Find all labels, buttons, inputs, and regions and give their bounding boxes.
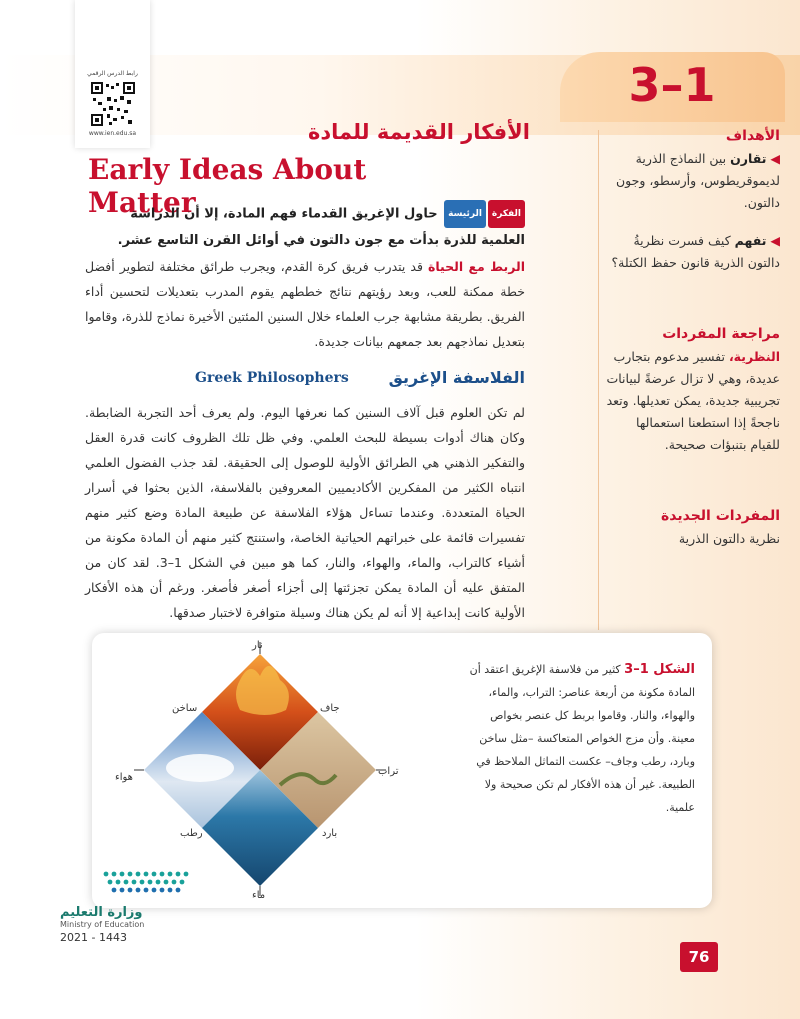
label-air: هواء xyxy=(115,772,133,783)
four-elements-diagram xyxy=(130,640,390,900)
figure-caption-label: الشكل 1–3 xyxy=(624,662,695,677)
objective-2-verb: تفهم xyxy=(734,233,767,248)
label-fire: نار xyxy=(252,640,263,651)
figure-caption xyxy=(460,658,695,819)
objective-2-text: كيف فسرت نظريةُ دالتون الذرية قانون حفظ الكتلة؟ xyxy=(611,233,780,270)
label-wet: رطب xyxy=(180,828,203,839)
ministry-english: Ministry of Education xyxy=(60,920,145,929)
title-english: Early Ideas About Matter xyxy=(88,153,367,219)
review-term: النظرية، xyxy=(728,349,780,364)
sidebar-divider xyxy=(598,130,599,630)
label-hot: ساخن xyxy=(172,703,198,714)
edition-year: 2021 - 1443 xyxy=(60,931,127,944)
review-text: تفسير مدعوم بتجارب عديدة، وهي لا تزال عرضةً لبيانات تجريبية جديدة، يمكن تعديلها. وتعد ناجحةً إذا استطعنا استعمالها للقيام بتنبؤات صحيحة. xyxy=(606,349,780,452)
tag-main: الرئيسة xyxy=(444,200,486,228)
cloud-shape xyxy=(166,754,234,782)
objective-1-text: بين النماذج الذرية لديموقريطوس، وأرسطو، وجون دالتون. xyxy=(615,151,780,210)
real-world-lead: الربط مع الحياة xyxy=(427,259,525,274)
page-number: 76 xyxy=(680,942,718,972)
subheading-arabic: الفلاسفة الإغريق xyxy=(388,368,525,387)
label-earth: تراب xyxy=(378,766,399,777)
figure-caption-text: كثير من فلاسفة الإغريق اعتقد أن المادة مكونة من أربعة عناصر: التراب، والماء، والهواء، والنار. وقاموا بربط كل عنصر بخواص معينة. وأن مزج الخواص المتعاكسة –مثل ساخن وبارد، رطب وجاف– عكست التماثل الملاحظ في الطبيعة. غير أن هذه الأفكار لم تكن صحيحة ولا علمية. xyxy=(469,663,695,814)
objectives-heading: الأهداف xyxy=(725,128,780,144)
label-dry: جاف xyxy=(320,703,340,714)
real-world-text: قد يتدرب فريق كرة القدم، ويجرب طرائق مختلفة لتطوير أفضل خطة ممكنة للعب، وبعد رؤيتهم نتائج خططهم يقوم المدرب بتعديلات لتحسين أداء الفريق. بطريقة مشابهة جرب العلماء خلال السنين المئتين الأخيرة نماذج للذرة، وقاموا بتعديل نماذجهم بعد جمعهم بيانات جديدة. xyxy=(85,259,525,349)
bullet-icon: ◀ xyxy=(770,151,780,166)
title-arabic: الأفكار القديمة للمادة xyxy=(307,120,530,144)
label-water: ماء xyxy=(252,890,266,901)
real-world-link xyxy=(85,254,525,354)
objective-2 xyxy=(605,230,780,274)
ministry-logo xyxy=(60,905,180,944)
bullet-icon: ◀ xyxy=(770,233,780,248)
section-number: 3–1 xyxy=(628,58,716,112)
main-idea xyxy=(85,200,525,254)
main-idea-text: حاول الإغريق القدماء فهم المادة، إلا أن الدراسة العلمية للذرة بدأت مع جون دالتون في أوائل القرن التاسع عشر. xyxy=(117,206,525,248)
objective-1 xyxy=(605,148,780,214)
ministry-arabic: وزارة التعليم xyxy=(60,905,143,920)
subheading-english: Greek Philosophers xyxy=(195,370,349,386)
objective-1-verb: تقارن xyxy=(730,151,767,166)
vision-logo-icon xyxy=(100,866,195,898)
review-heading: مراجعة المفردات xyxy=(662,326,780,342)
body-paragraph: لم تكن العلوم قبل آلاف السنين كما نعرفها اليوم. ولم يعرف أحد التجربة الضابطة. وكان هناك أدوات بسيطة للبحث العلمي. وفي ظل تلك الظروف كانت قدرة العقل والتفكير الذهني هي الطرائق الأولية للوصول إلى الحقيقة. لقد جذب الفضول العلمي انتباه الكثير من المفكرين الأكاديميين المعروفين بالفلاسفة، الذين بحثوا في أسرار الحياة المتعددة. وعندما تساءل هؤلاء الفلاسفة عن طبيعة المادة وضع كثير منهم تفسيرات قائمة على خبراتهم الحياتية الخاصة، واستنتج كثير منهم أن المادة مكونة من أشياء كالتراب، والماء، والهواء، والنار، كما هو مبين في الشكل 1–3. لقد كان من المتفق عليه أن المادة يمكن تجزئتها إلى أجزاء أصغر فأصغر. ورغم أن هذه الأفكار الأولية كانت إبداعية إلا أنه لم يكن هناك وسيلة متوافرة لاختبار صدقها. xyxy=(85,405,525,620)
review-definition xyxy=(605,346,780,456)
new-terms-text: نظرية دالتون الذرية xyxy=(678,531,780,546)
new-terms-heading: المفردات الجديدة xyxy=(661,508,780,524)
label-cold: بارد xyxy=(322,828,338,839)
subheading xyxy=(195,368,525,394)
qr-url[interactable]: www.ien.edu.sa xyxy=(88,130,137,137)
tag-idea: الفكرة xyxy=(488,200,525,228)
qr-label: رابط الدرس الرقمي xyxy=(87,70,138,77)
